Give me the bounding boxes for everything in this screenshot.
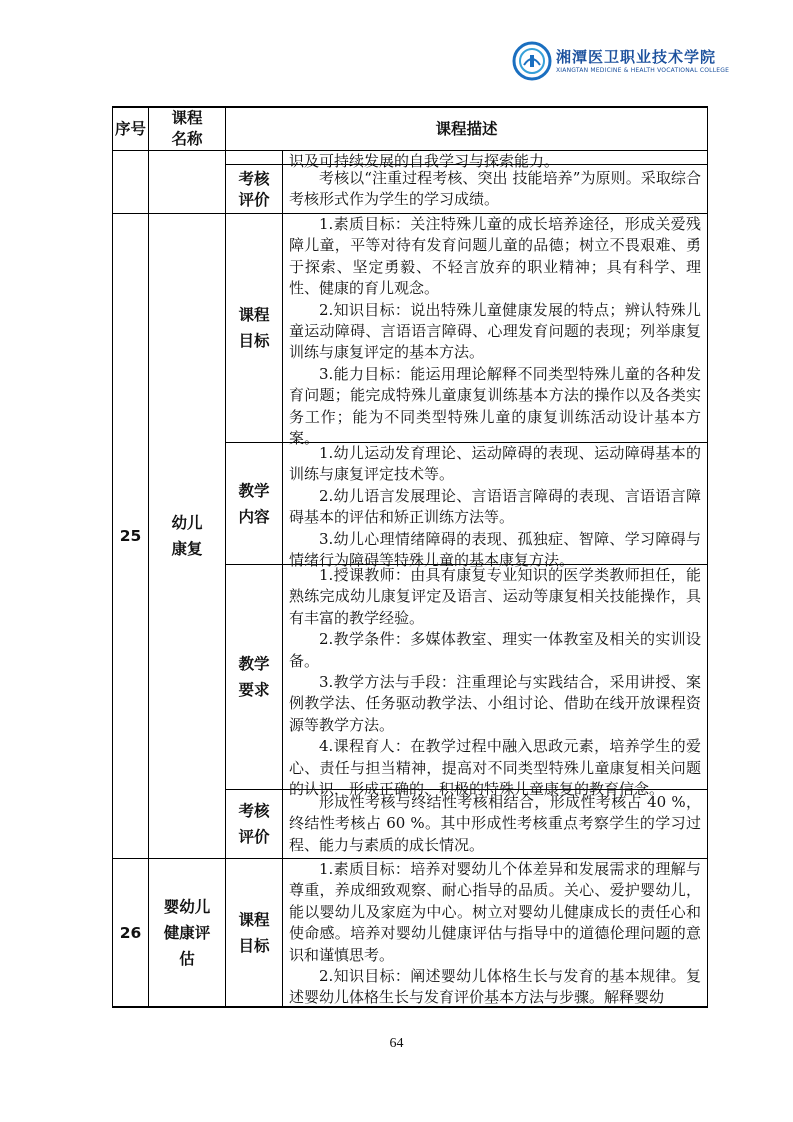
course-25-goal-3: 3.能力目标：能运用理论解释不同类型特殊儿童的各种发育问题；能完成特殊儿童康复训练基本方法的操作以及各类实务工作；能为不同类型特殊儿童的康复训练活动设计基本方案。 [289,364,701,448]
course-25-req-1: 1.授课教师：由具有康复专业知识的医学类教师担任，能熟练完成幼儿康复评定及语言、运动等康复相关技能操作，具有丰富的教学经验。 [289,566,701,627]
course-25-goal-2: 2.知识目标：说出特殊儿童健康发展的特点；辨认特殊儿童运动障碍、言语语言障碍、心理发育问题的表现；列举康复训练与康复评定的基本方法。 [289,300,701,362]
course-26-goal-2: 2.知识目标：阐述婴幼儿体格生长与发育的基本规律。复述婴幼儿体格生长与发育评价基本方法与步骤。解释婴幼 [289,967,701,1006]
course-26-goals [289,859,701,1006]
course-25-assess-label: 考核评价 [238,802,270,846]
logo-english-name: XIANGTAN MEDICINE & HEALTH VOCATIONAL COLLEGE [556,67,730,74]
header-col-course-name: 课程名称 [171,109,203,148]
course-25-content-1: 1.幼儿运动发育理论、运动障碍的表现、运动障碍基本的训练与康复评定技术等。 [289,444,701,484]
course-25-content-3: 3.幼儿心理情绪障碍的表现、孤独症、智障、学习障碍与情绪行为障碍等特殊儿童的基本康复方法。 [289,529,701,570]
course-25-name: 幼儿康复 [171,514,203,558]
course-26-goals-label: 课程目标 [238,910,270,955]
header-col-course-description: 课程描述 [435,120,498,138]
course-table [112,106,708,1008]
course-25-requirements-label: 教学要求 [238,655,270,699]
college-emblem-icon [512,41,552,81]
course-25-requirements [289,565,701,800]
course-25-req-3: 3.教学方法与手段：注重理论与实践结合，采用讲授、案例教学法、任务驱动教学法、小组讨论、借助在线开放课程资源等教学方法。 [289,673,701,734]
header-col-number: 序号 [114,119,146,138]
logo-chinese-name: 湘潭医卫职业技术学院 [556,48,717,66]
course-25-goals-label: 课程目标 [238,306,270,350]
continuation-assess-text: 考核以“注重过程考核、突出 技能培养”为原则。采取综合考核形式作为学生的学习成绩。 [289,169,701,209]
course-25-req-2: 2.教学条件：多媒体教室、理实一体教室及相关的实训设备。 [289,630,701,670]
course-26-goal-1: 1.素质目标：培养对婴幼儿个体差异和发展需求的理解与尊重，养成细致观察、耐心指导的品质。关心、爱护婴幼儿，能以婴幼儿及家庭为中心。树立对婴幼儿健康成长的责任心和使命感。培养对婴幼儿健康评估与指导中的道德伦理问题的意识和谨慎思考。 [289,860,701,964]
course-25-assess: 形成性考核与终结性考核相结合，形成性考核占 40 %，终结性考核占 60 %。其中形成性考核重点考察学生的学习过程、能力与素质的成长情况。 [289,793,701,854]
college-logo [512,40,730,82]
course-25-number: 25 [119,527,142,545]
course-25-goals [289,214,701,449]
course-25-content-2: 2.幼儿语言发展理论、言语语言障碍的表现、言语语言障碍基本的评估和矫正训练方法等。 [289,486,701,527]
course-25-req-4: 4.课程育人：在教学过程中融入思政元素，培养学生的爱心、责任与担当精神，提高对不同类型特殊儿童康复相关问题的认识，形成正确的、积极的特殊儿童康复的教育信念。 [289,737,701,799]
course-25-content [289,443,701,571]
course-26-name: 婴幼儿健康评估 [163,897,211,968]
continuation-assess-label: 考核评价 [238,170,270,209]
page-number: 64 [389,1036,404,1051]
continuation-first-line: 识及可持续发展的自我学习与探索能力。 [289,152,560,170]
course-25-goal-1: 1.素质目标：关注特殊儿童的成长培养途径，形成关爱残障儿童，平等对待有发育问题儿童的品德；树立不畏艰难、勇于探索、坚定勇毅、不轻言放弃的职业精神；具有科学、理性、健康的育儿观念。 [289,215,701,298]
course-25-content-label: 教学内容 [238,481,270,526]
course-26-number: 26 [119,923,142,942]
